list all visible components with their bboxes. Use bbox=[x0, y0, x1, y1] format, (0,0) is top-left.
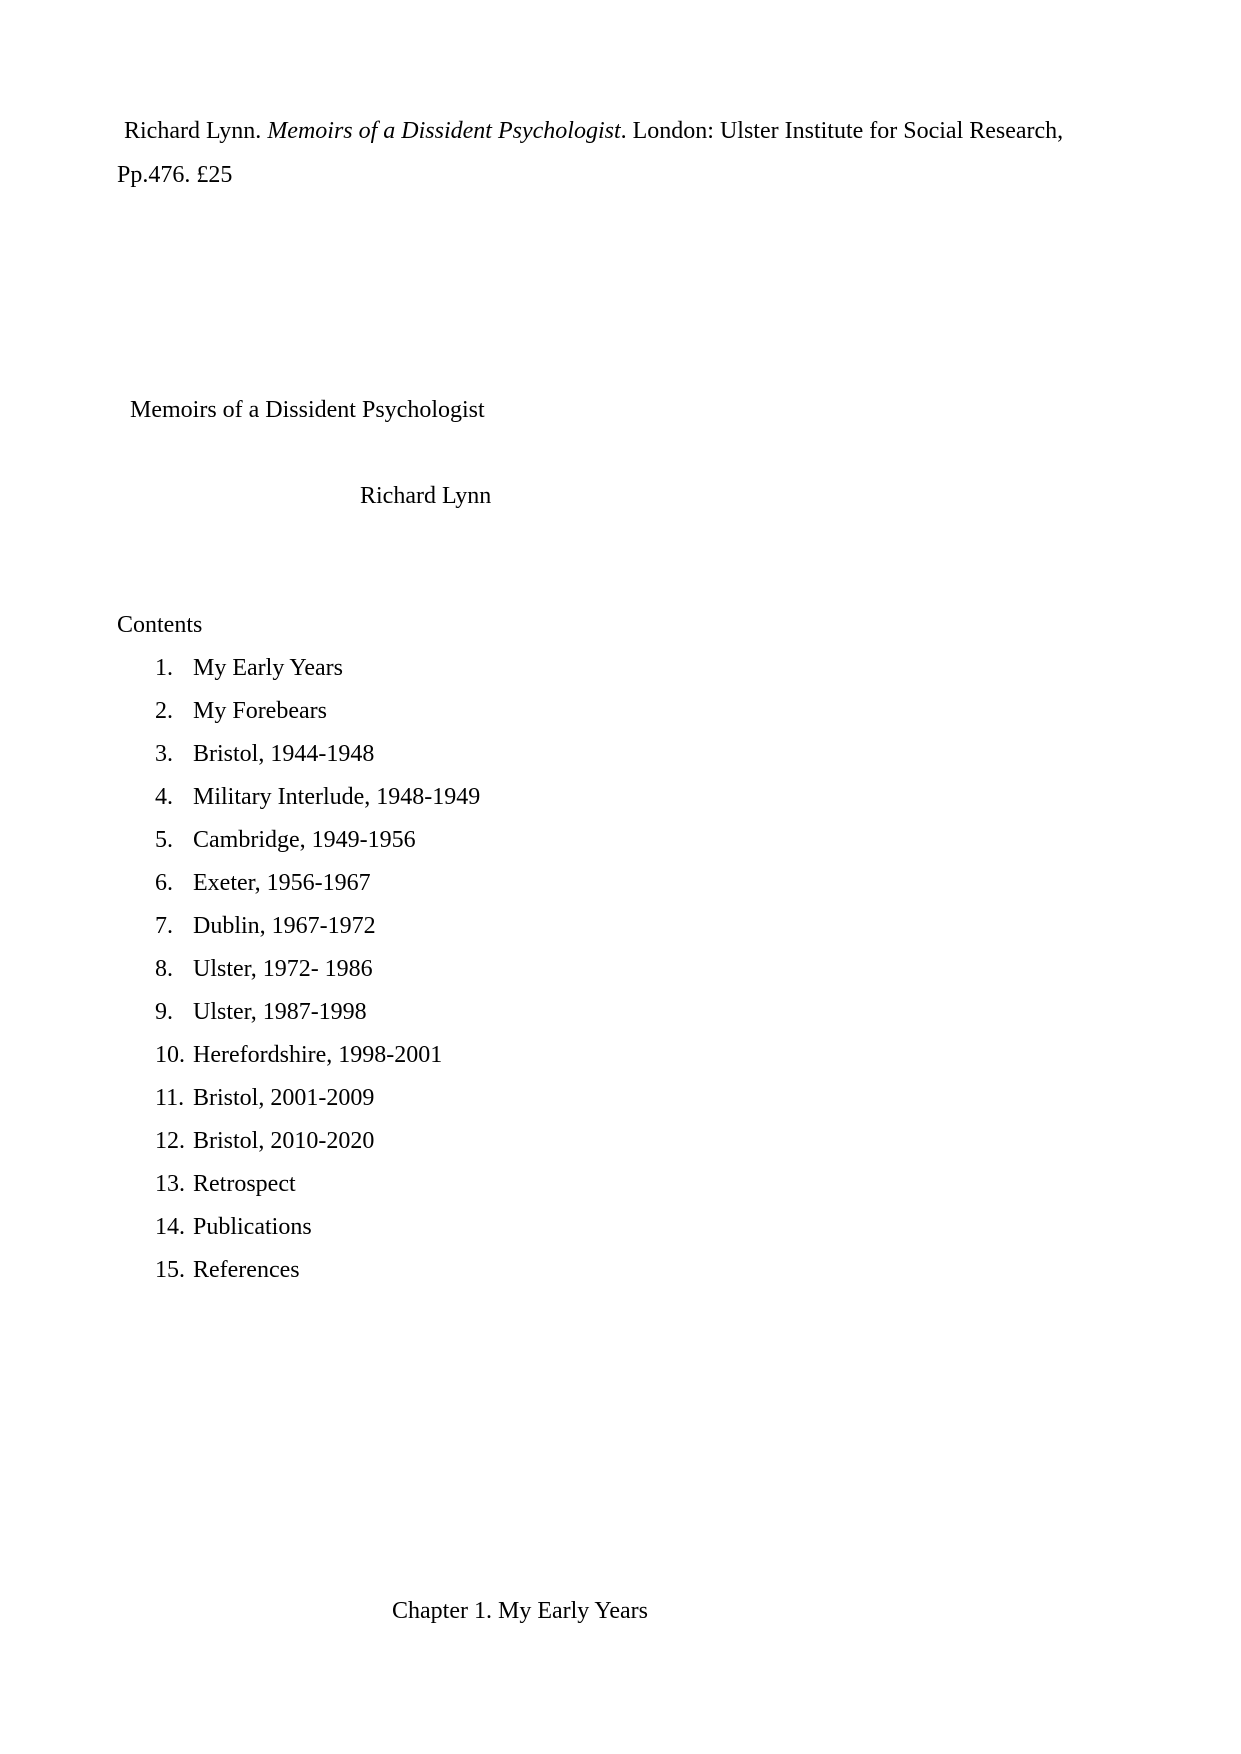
citation-pages-price: Pp.476. £25 bbox=[117, 162, 233, 188]
toc-item-number: 4. bbox=[155, 784, 173, 810]
chapter-heading: Chapter 1. My Early Years bbox=[392, 1598, 648, 1624]
toc-item-label: Bristol, 1944-1948 bbox=[193, 741, 375, 767]
document-author: Richard Lynn bbox=[360, 483, 492, 509]
citation-book-title: Memoirs of a Dissident Psychologist bbox=[267, 118, 621, 144]
toc-item-number: 12. bbox=[155, 1128, 185, 1154]
toc-item bbox=[155, 826, 480, 869]
toc-item-number: 13. bbox=[155, 1171, 185, 1197]
toc-item-number: 8. bbox=[155, 956, 173, 982]
toc-item bbox=[155, 955, 480, 998]
toc-item bbox=[155, 697, 480, 740]
toc-item bbox=[155, 1256, 480, 1299]
toc-item bbox=[155, 869, 480, 912]
toc-item-label: My Early Years bbox=[193, 655, 343, 681]
toc-item-number: 10. bbox=[155, 1042, 185, 1068]
toc-item-label: Cambridge, 1949-1956 bbox=[193, 827, 416, 853]
citation-line bbox=[124, 117, 1063, 146]
toc-item bbox=[155, 1084, 480, 1127]
toc-item bbox=[155, 1127, 480, 1170]
toc-item-label: Exeter, 1956-1967 bbox=[193, 870, 371, 896]
toc-item-number: 11. bbox=[155, 1085, 185, 1111]
toc-item-number: 5. bbox=[155, 827, 173, 853]
toc-item-number: 7. bbox=[155, 913, 173, 939]
toc-item-label: Ulster, 1972- 1986 bbox=[193, 956, 373, 982]
citation-author: Richard Lynn. bbox=[124, 118, 262, 144]
toc-item-label: Ulster, 1987-1998 bbox=[193, 999, 367, 1025]
toc-item bbox=[155, 1041, 480, 1084]
toc-item-number: 3. bbox=[155, 741, 173, 767]
toc-item-number: 6. bbox=[155, 870, 173, 896]
toc-item-label: Herefordshire, 1998-2001 bbox=[193, 1042, 443, 1068]
toc-item-label: Dublin, 1967-1972 bbox=[193, 913, 376, 939]
table-of-contents bbox=[155, 654, 480, 1299]
toc-item-number: 14. bbox=[155, 1214, 185, 1240]
toc-item bbox=[155, 912, 480, 955]
toc-item bbox=[155, 740, 480, 783]
toc-item-label: Bristol, 2010-2020 bbox=[193, 1128, 375, 1154]
toc-item-label: Bristol, 2001-2009 bbox=[193, 1085, 375, 1111]
document-title: Memoirs of a Dissident Psychologist bbox=[130, 397, 485, 423]
toc-item-label: Military Interlude, 1948-1949 bbox=[193, 784, 481, 810]
toc-item-label: References bbox=[193, 1257, 300, 1283]
toc-item bbox=[155, 998, 480, 1041]
toc-item bbox=[155, 1170, 480, 1213]
contents-heading: Contents bbox=[117, 612, 203, 638]
toc-item-number: 15. bbox=[155, 1257, 185, 1283]
toc-item-number: 2. bbox=[155, 698, 173, 724]
toc-item-label: My Forebears bbox=[193, 698, 327, 724]
citation-publisher: . London: Ulster Institute for Social Research, bbox=[620, 118, 1064, 144]
toc-item-number: 9. bbox=[155, 999, 173, 1025]
toc-item-number: 1. bbox=[155, 655, 173, 681]
toc-item bbox=[155, 783, 480, 826]
toc-item bbox=[155, 1213, 480, 1256]
toc-item-label: Retrospect bbox=[193, 1171, 296, 1197]
toc-item-label: Publications bbox=[193, 1214, 312, 1240]
toc-item bbox=[155, 654, 480, 697]
